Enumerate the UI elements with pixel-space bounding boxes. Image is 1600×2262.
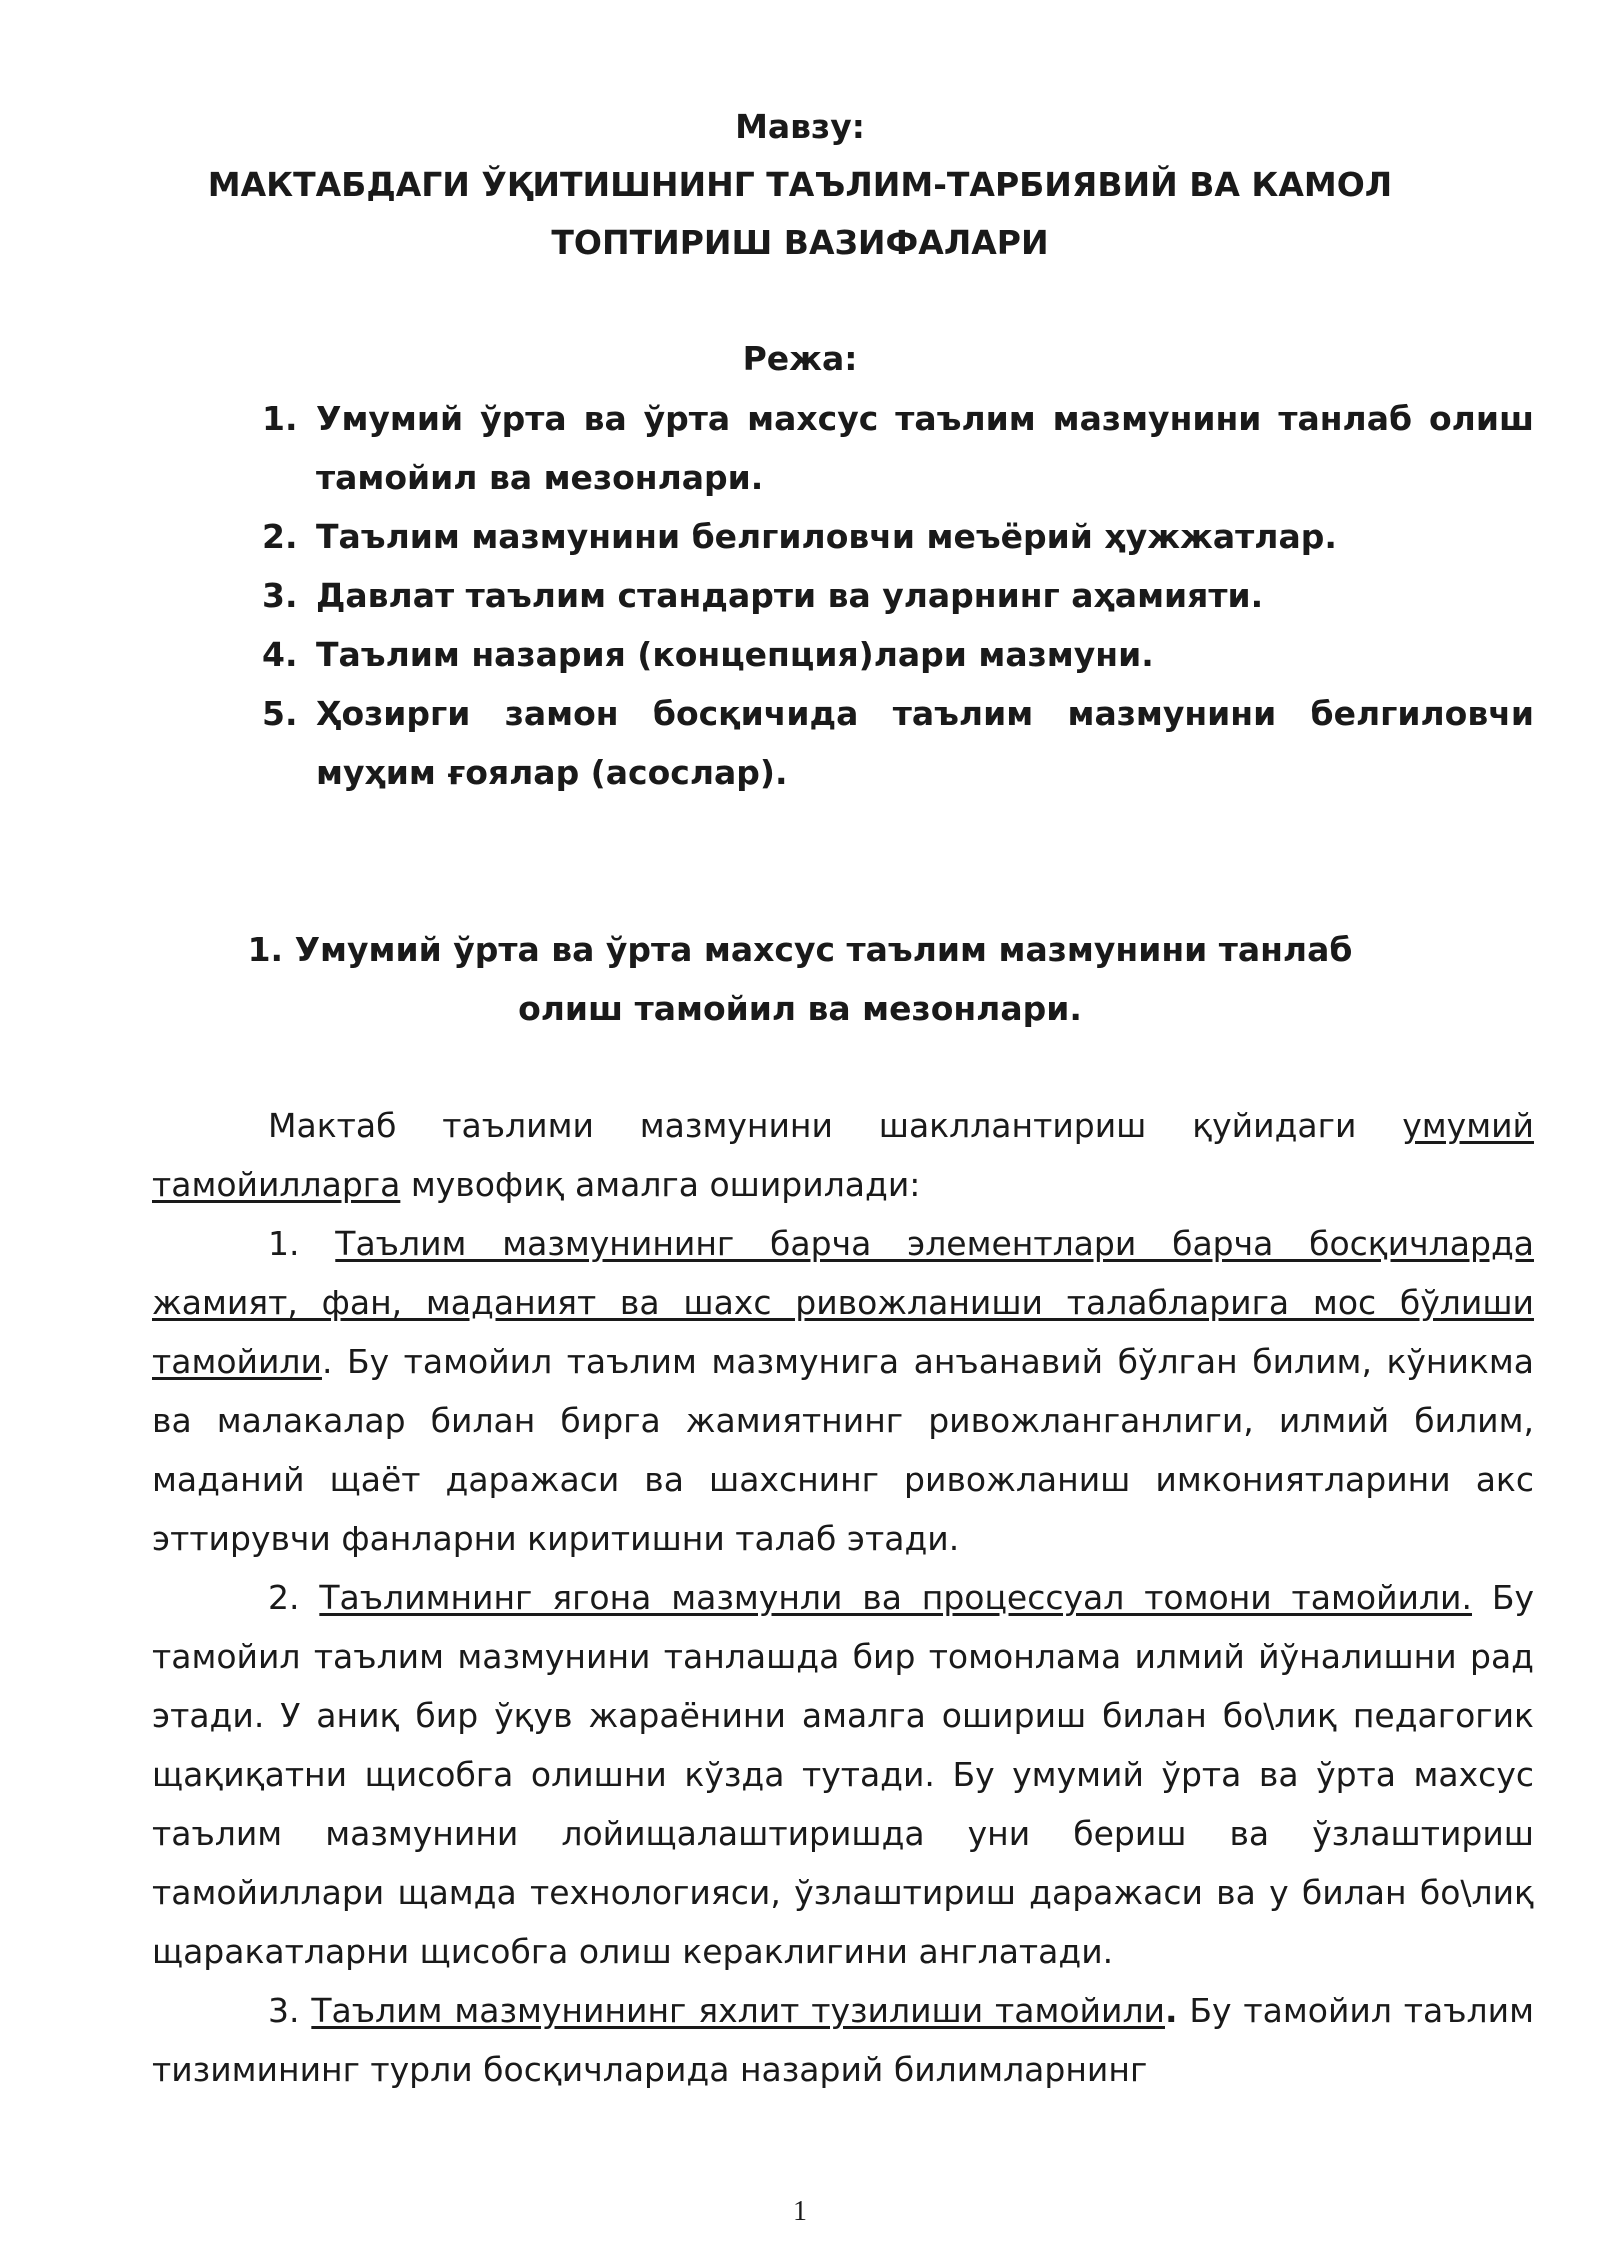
plan-item-number: 3. bbox=[262, 576, 298, 615]
plan-item-number: 5. bbox=[262, 694, 298, 733]
plan-item-text: Таълим назария (концепция)лари мазмуни. bbox=[316, 635, 1154, 674]
topic-title-line-1: МАКТАБДАГИ ЎҚИТИШНИНГ ТАЪЛИМ-ТАРБИЯВИЙ ВА КАМОЛ bbox=[207, 165, 1393, 204]
plan-heading: Режа: bbox=[742, 339, 858, 378]
body-paragraph-principle-3 bbox=[152, 1981, 1534, 2099]
plan-item bbox=[262, 566, 1534, 625]
body-text bbox=[152, 1096, 1534, 2099]
plan-list bbox=[262, 389, 1534, 802]
section-1-title-line-1: 1. Умумий ўрта ва ўрта махсус таълим мазмунини танлаб bbox=[247, 930, 1353, 969]
topic-title-line-2: ТОПТИРИШ ВАЗИФАЛАРИ bbox=[551, 223, 1049, 262]
section-1-title-line-2: олиш тамойил ва мезонлари. bbox=[518, 989, 1082, 1028]
section-1-title bbox=[0, 920, 1600, 1038]
body-paragraph-principle-2 bbox=[152, 1568, 1534, 1981]
plan-item bbox=[262, 625, 1534, 684]
principle-3-text: Бу тамойил таълим тизимининг турли босқичларида назарий билимларнинг bbox=[152, 1991, 1534, 2089]
page-number: 1 bbox=[793, 2196, 807, 2227]
plan-item bbox=[262, 684, 1534, 802]
principle-1-text: . Бу тамойил таълим мазмунига анъанавий бўлган билим, кўникма ва малакалар билан бирга жамиятнинг ривожланганлиги, илмий билим, маданий щаёт даражаси ва шахснинг ривожланиш имкониятларини акс эттирувчи фанларни киритишни талаб этади. bbox=[152, 1342, 1534, 1558]
plan-item-text: Таълим мазмунини белгиловчи меъёрий ҳужжатлар. bbox=[316, 517, 1337, 556]
plan-item-text: Умумий ўрта ва ўрта махсус таълим мазмунини танлаб олиш тамойил ва мезонлари. bbox=[316, 399, 1534, 497]
principle-3-number: 3. bbox=[268, 1991, 312, 2030]
body-paragraph-principle-1 bbox=[152, 1214, 1534, 1568]
principle-1-title: Таълим мазмунининг барча элементлари барча босқичларда жамият, фан, маданият ва шахс ривожланиши талабларига мос бўлиши тамойили bbox=[152, 1224, 1534, 1381]
intro-text-end: мувофиқ амалга оширилади: bbox=[400, 1165, 921, 1204]
principle-3-title-dot: . bbox=[1164, 1991, 1178, 2030]
intro-text-start: Мактаб таълими мазмунини шакллантириш қуйидаги bbox=[268, 1106, 1403, 1145]
principle-2-number: 2. bbox=[268, 1578, 320, 1617]
topic-label: Мавзу: bbox=[735, 107, 865, 146]
plan-item-number: 2. bbox=[262, 517, 298, 556]
body-paragraph-intro bbox=[152, 1096, 1534, 1214]
topic-block bbox=[0, 98, 1600, 272]
plan-item-number: 4. bbox=[262, 635, 298, 674]
principle-1-number: 1. bbox=[268, 1224, 336, 1263]
principle-2-text: Бу тамойил таълим мазмунини танлашда бир томонлама илмий йўналишни рад этади. У аниқ бир ўқув жараёнини амалга ошириш билан бо\лиқ педагогик щақиқатни щисобга олишни кўзда тутади. Бу умумий ўрта ва ўрта махсус таълим мазмунини лойищалаштиришда уни бериш ва ўзлаштириш тамойиллари щамда технологияси, ўзлаштириш даражаси ва у билан бо\лиқ щаракатларни щисобга олиш кераклигини англатади. bbox=[152, 1578, 1534, 1971]
plan-item-text: Давлат таълим стандарти ва уларнинг аҳамияти. bbox=[316, 576, 1264, 615]
plan-item-number: 1. bbox=[262, 399, 298, 438]
plan-item-text: Ҳозирги замон босқичида таълим мазмунини белгиловчи муҳим ғоялар (асослар). bbox=[316, 694, 1534, 792]
plan-item bbox=[262, 507, 1534, 566]
plan-item bbox=[262, 389, 1534, 507]
intro-underlined-term: умумий тамойилларга bbox=[152, 1106, 1534, 1204]
principle-3-title: Таълим мазмунининг яхлит тузилиши тамойили bbox=[311, 1991, 1165, 2030]
principle-2-title: Таълимнинг ягона мазмунли ва процессуал томони тамойили. bbox=[319, 1578, 1472, 1617]
